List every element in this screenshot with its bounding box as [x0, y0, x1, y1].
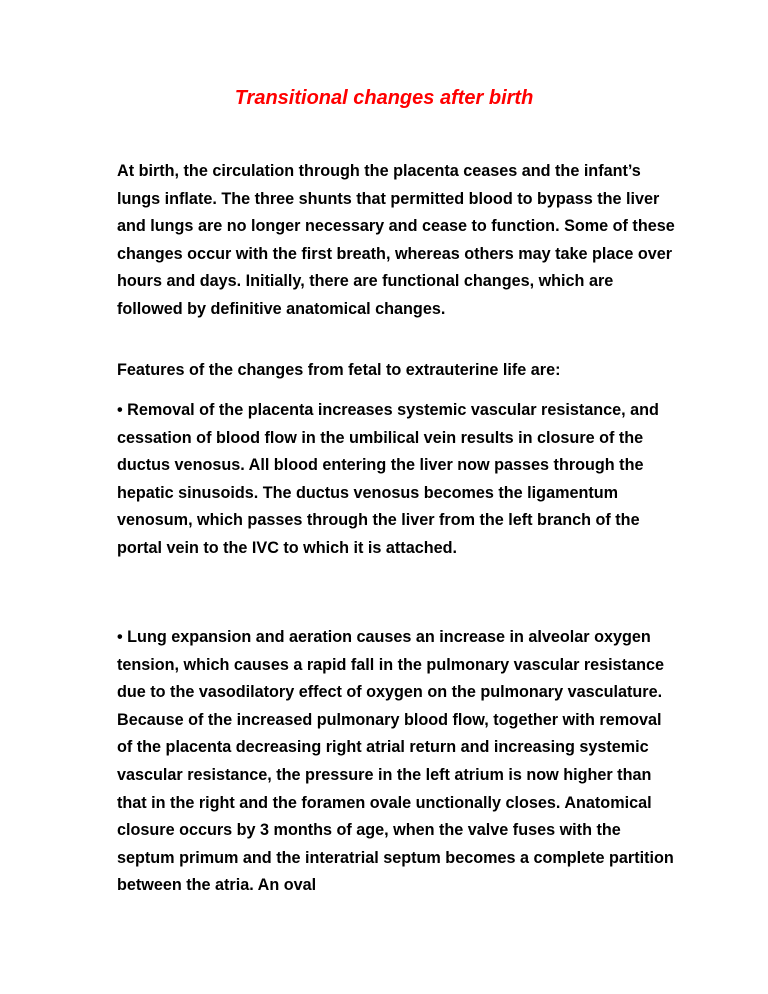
page-title: Transitional changes after birth: [234, 87, 534, 109]
lung-expansion-bullet: • Lung expansion and aeration causes an increase in alveolar oxygen tension, which causes a rapid fall in the pulmonary vascular resistance due to the vasodilatory effect of oxygen on the pulmonary vasculature. Because of the increased pulmonary blood flow, together with removal of the placenta decreasing right atrial return and increasing systemic vascular resistance, the pressure in the left atrium is now higher than that in the right and the foramen ovale unctionally closes. Anatomical closure occurs by 3 months of age, when the valve fuses with the septum primum and the interatrial septum becomes a complete partition between the atria. An oval: [117, 628, 674, 895]
intro-paragraph: At birth, the circulation through the placenta ceases and the infant’s lungs inflate. The three shunts that permitted blood to bypass the liver and lungs are no longer necessary and cease to function. Some of these changes occur with the first breath, whereas others may take place over hours and days. Initially, there are functional changes, which are followed by definitive anatomical changes.: [117, 162, 675, 318]
features-heading-paragraph: Features of the changes from fetal to extrauterine life are:: [117, 361, 561, 379]
placenta-removal-bullet: • Removal of the placenta increases systemic vascular resistance, and cessation of blood flow in the umbilical vein results in closure of the ductus venosus. All blood entering the liver now passes through the hepatic sinusoids. The ductus venosus becomes the ligamentum venosum, which passes through the liver from the left branch of the portal vein to the IVC to which it is attached.: [117, 401, 659, 557]
